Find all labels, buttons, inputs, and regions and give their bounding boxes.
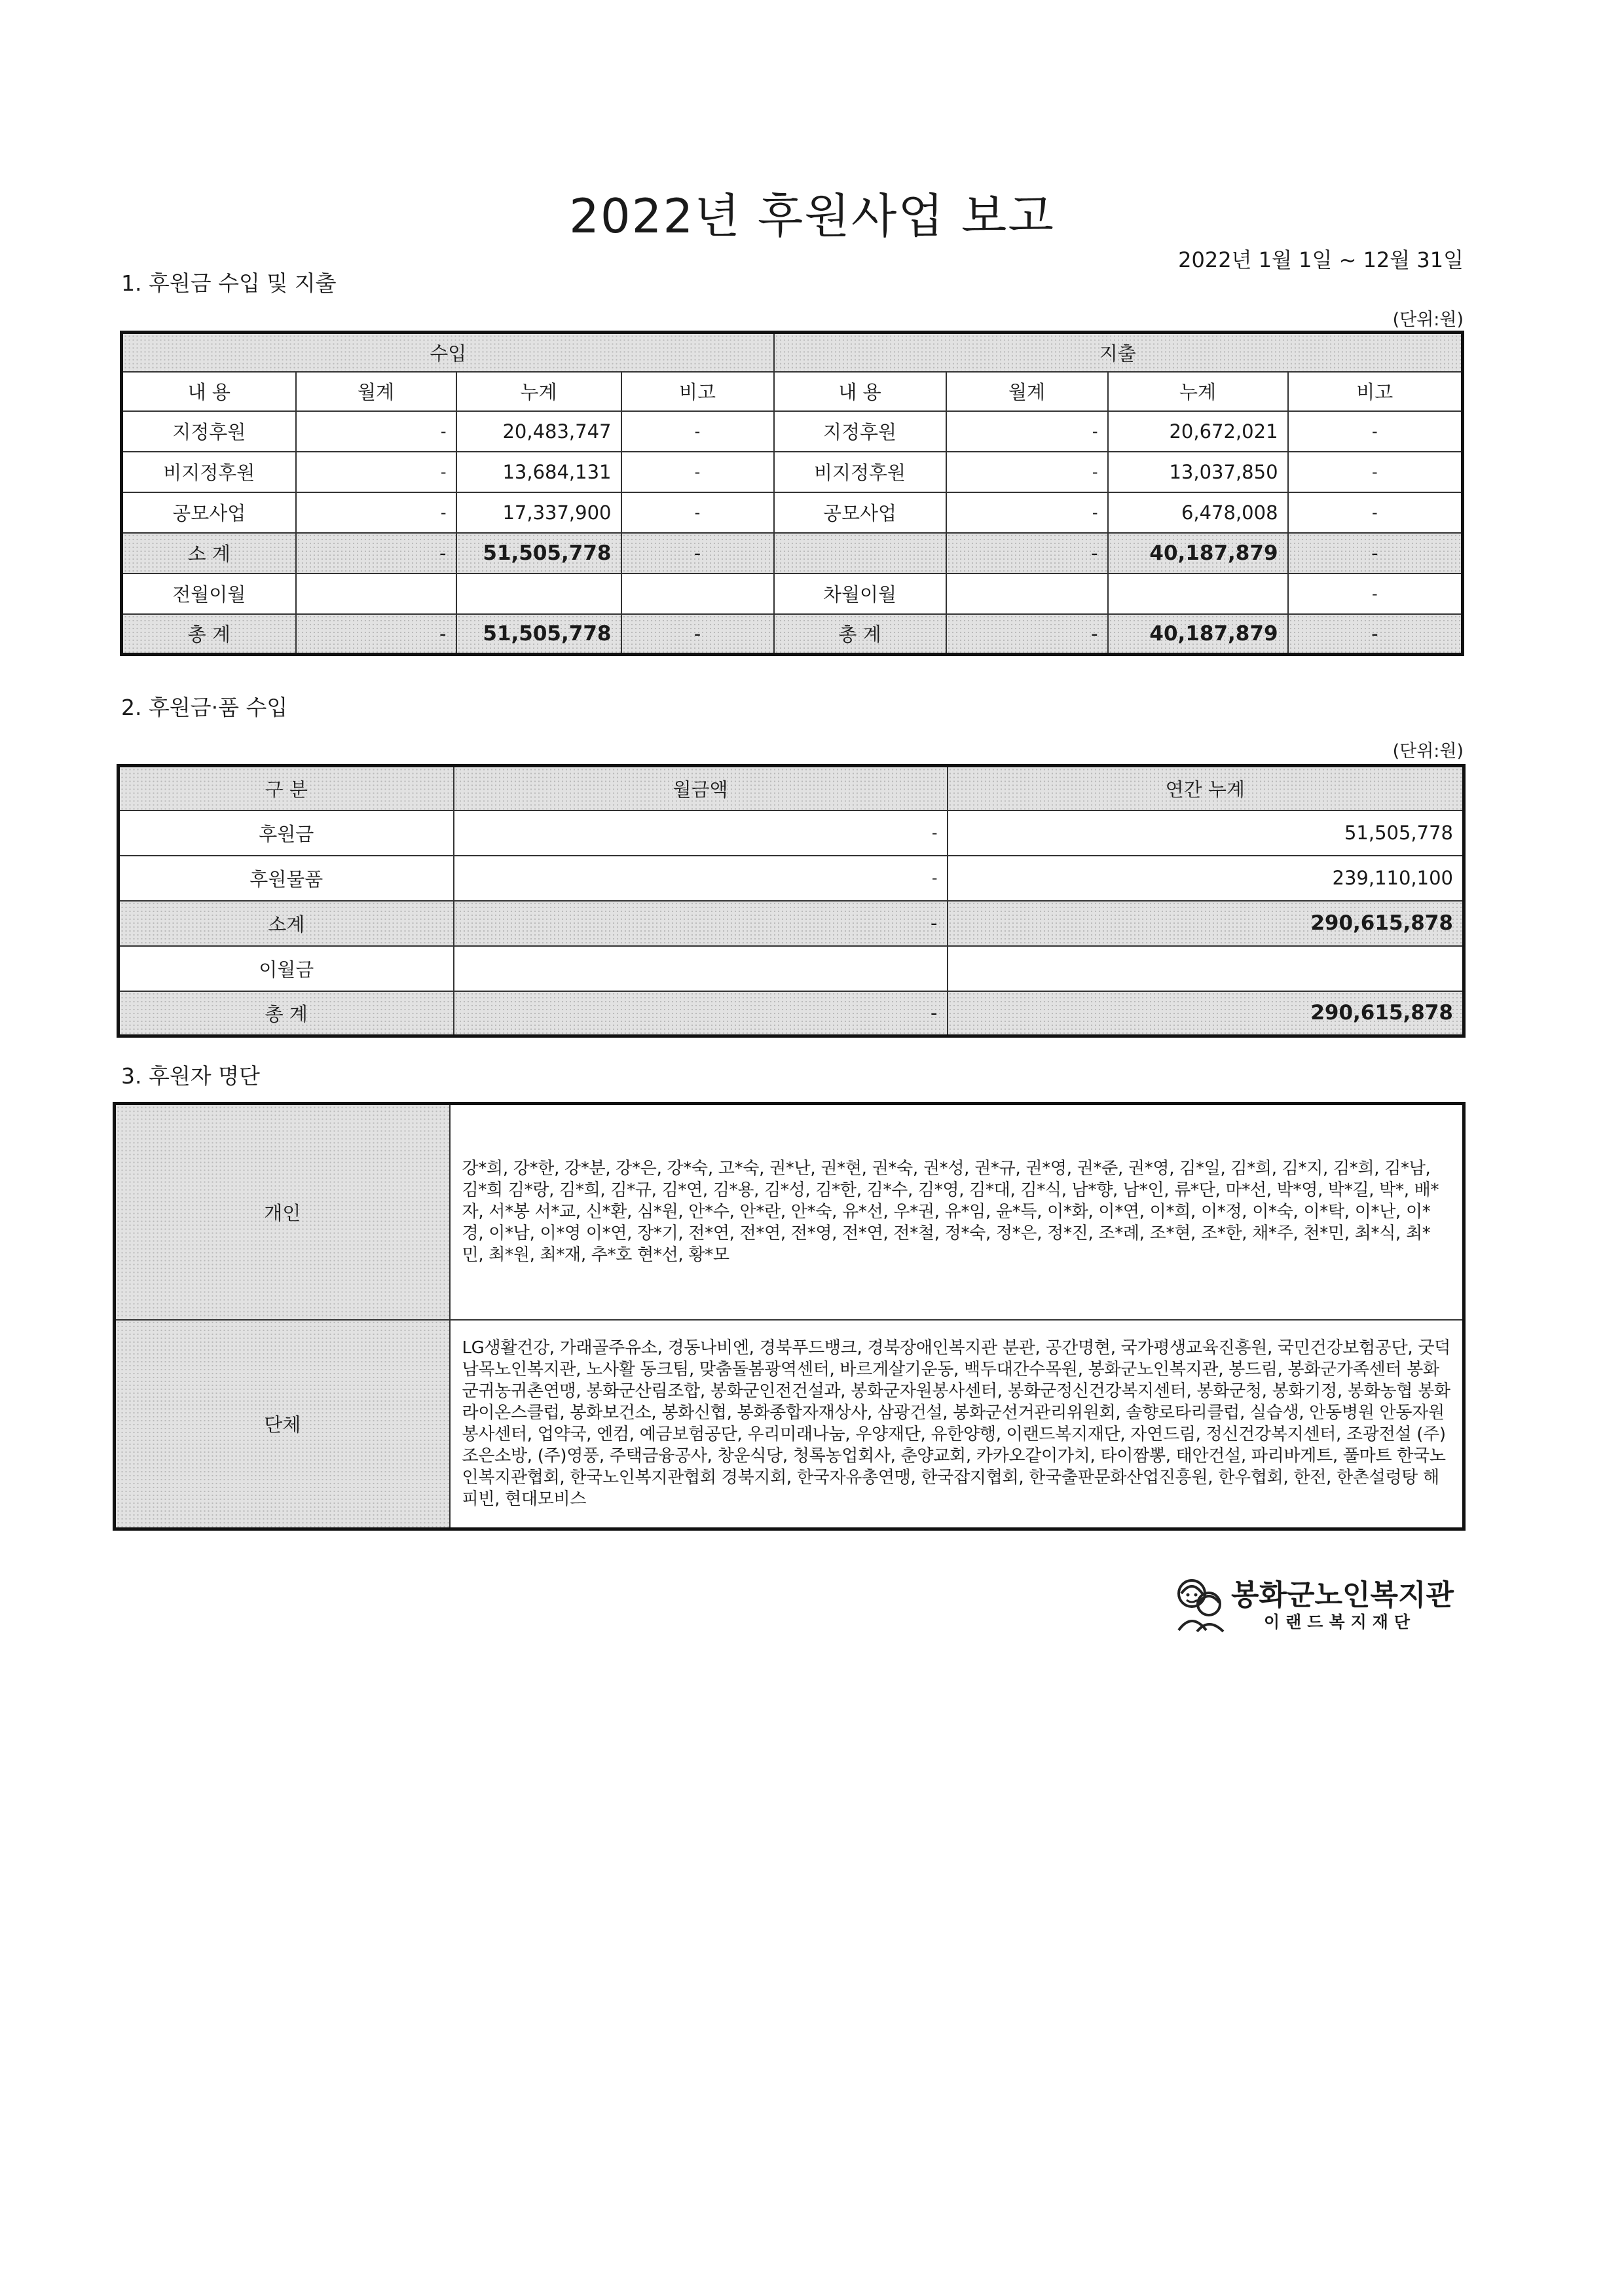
col-category: 구 분 — [119, 766, 454, 811]
note-value: - — [621, 492, 774, 533]
section1-unit: (단위:원) — [1392, 310, 1464, 330]
report-period: 2022년 1월 1일 ~ 12월 31일 — [1178, 247, 1464, 272]
carryover-row — [119, 946, 1464, 991]
row-label: 전월이월 — [122, 574, 296, 614]
individual-names: 강*희, 강*한, 강*분, 강*은, 강*숙, 고*숙, 권*난, 권*현, 권*숙, 권*성, 권*규, 권*영, 권*준, 권*영, 김*일, 김*희, 김*지, 김*희, 김*남, 김*희 김*랑, 김*희, 김*규, 김*연, 김*용, 김*성, 김*한, 김*수, 김*영, 김*대, 김*식, 남*향, 남*인, 류*단, 마*선, 박*영, 박*길, 박*, 배*자, 서*봉 서*교, 신*환, 심*원, 안*수, 안*란, 안*숙, 유*선, 우*권, 유*임, 윤*득, 이*화, 이*연, 이*희, 이*정, 이*숙, 이*탁, 이*난, 이*경, 이*남, 이*영 이*연, 장*기, 전*연, 전*연, 전*영, 전*연, 전*철, 정*숙, 정*은, 정*진, 조*례, 조*현, 조*한, 채*주, 천*민, 최*식, 최*민, 최*원, 최*재, 추*호 현*선, 황*모 — [450, 1104, 1464, 1320]
note-value: - — [621, 452, 774, 492]
note-value: - — [621, 614, 774, 655]
month-value: - — [296, 411, 456, 452]
annual-value: 290,615,878 — [948, 991, 1464, 1036]
col-content: 내 용 — [122, 372, 296, 411]
grand-total-row — [119, 991, 1464, 1036]
donor-list-table — [113, 1102, 1466, 1531]
total-value: 13,037,850 — [1108, 452, 1288, 492]
month-value: - — [946, 411, 1108, 452]
note-value: - — [1288, 614, 1463, 655]
header-row-group — [122, 333, 1463, 372]
month-value: - — [946, 492, 1108, 533]
header-row-columns — [122, 372, 1463, 411]
col-note: 비고 — [621, 372, 774, 411]
row-label — [774, 533, 946, 574]
month-value: - — [454, 811, 948, 856]
expense-header: 지출 — [774, 333, 1463, 372]
total-value — [456, 574, 621, 614]
col-annual-total: 연간 누계 — [948, 766, 1464, 811]
section2-heading: 2. 후원금·품 수입 — [121, 695, 288, 720]
subtotal-row — [122, 533, 1463, 574]
donation-income-table — [117, 764, 1466, 1038]
table-row — [122, 452, 1463, 492]
total-value: 40,187,879 — [1108, 533, 1288, 574]
total-value: 40,187,879 — [1108, 614, 1288, 655]
month-value: - — [454, 856, 948, 901]
month-value: - — [296, 452, 456, 492]
grand-total-row — [122, 614, 1463, 655]
month-value: - — [296, 614, 456, 655]
section3-heading: 3. 후원자 명단 — [121, 1063, 260, 1089]
row-label: 공모사업 — [774, 492, 946, 533]
row-label: 소계 — [119, 901, 454, 946]
group-donors-row — [115, 1320, 1464, 1529]
month-value: - — [946, 533, 1108, 574]
note-value: - — [1288, 452, 1463, 492]
month-value: - — [946, 452, 1108, 492]
note-value: - — [621, 411, 774, 452]
header-row — [119, 766, 1464, 811]
row-label: 지정후원 — [774, 411, 946, 452]
carryover-row — [122, 574, 1463, 614]
section2-unit: (단위:원) — [1392, 741, 1464, 761]
document-title: 2022년 후원사업 보고 — [569, 189, 1055, 244]
row-label: 차월이월 — [774, 574, 946, 614]
month-value — [946, 574, 1108, 614]
note-value: - — [1288, 492, 1463, 533]
row-label: 총 계 — [774, 614, 946, 655]
total-value: 13,684,131 — [456, 452, 621, 492]
elderly-couple-logo-icon — [1172, 1574, 1227, 1633]
income-header: 수입 — [122, 333, 774, 372]
table-row — [122, 492, 1463, 533]
total-value: 20,483,747 — [456, 411, 621, 452]
month-value: - — [454, 901, 948, 946]
row-label: 후원금 — [119, 811, 454, 856]
income-expense-table — [120, 331, 1464, 656]
organization-logo — [1172, 1571, 1454, 1637]
note-value — [621, 574, 774, 614]
month-value — [296, 574, 456, 614]
subtotal-row — [119, 901, 1464, 946]
row-label: 이월금 — [119, 946, 454, 991]
organization-name: 봉화군노인복지관 — [1231, 1578, 1454, 1612]
note-value: - — [1288, 411, 1463, 452]
total-value: 6,478,008 — [1108, 492, 1288, 533]
row-label: 비지정후원 — [122, 452, 296, 492]
note-value: - — [1288, 533, 1463, 574]
total-value: 51,505,778 — [456, 533, 621, 574]
total-value: 17,337,900 — [456, 492, 621, 533]
row-label: 후원물품 — [119, 856, 454, 901]
annual-value: 290,615,878 — [948, 901, 1464, 946]
individual-donors-row — [115, 1104, 1464, 1320]
month-value — [454, 946, 948, 991]
organization-subtitle: 이랜드복지재단 — [1264, 1613, 1416, 1631]
group-names: LG생활건강, 가래골주유소, 경동나비엔, 경북푸드뱅크, 경북장애인복지관 분관, 공간명현, 국가평생교육진흥원, 국민건강보험공단, 굿덕 남목노인복지관, 노사활 동크팀, 맞춤돌봄광역센터, 바르게살기운동, 백두대간수목원, 봉화군노인복지관, 봉드림, 봉화군가족센터 봉화군귀농귀촌연맹, 봉화군산림조합, 봉화군인전건설과, 봉화군자원봉사센터, 봉화군정신건강복지센터, 봉화군청, 봉화기정, 봉화농협 봉화라이온스클럽, 봉화보건소, 봉화신협, 봉화종합자재상사, 삼광건설, 봉화군선거관리위원회, 솔향로타리클럽, 실습생, 안동병원 안동자원봉사센터, 업약국, 엔컴, 예금보험공단, 우리미래나눔, 우양재단, 유한양행, 이랜드복지재단, 자연드림, 정신건강복지센터, 조광전설 (주)조은소방, (주)영풍, 주택금융공사, 창운식당, 청록농업회사, 춘양교회, 카카오같이가치, 타이짬뽕, 태안건설, 파리바게트, 풀마트 한국노인복지관협회, 한국노인복지관협회 경북지회, 한국자유총연맹, 한국잡지협회, 한국출판문화산업진흥원, 한우협회, 한전, 한촌설렁탕 해피빈, 현대모비스 — [450, 1320, 1464, 1529]
row-label: 총 계 — [119, 991, 454, 1036]
col-content: 내 용 — [774, 372, 946, 411]
table-row — [119, 856, 1464, 901]
col-month: 월계 — [296, 372, 456, 411]
annual-value — [948, 946, 1464, 991]
annual-value: 51,505,778 — [948, 811, 1464, 856]
note-value: - — [621, 533, 774, 574]
row-label: 소 계 — [122, 533, 296, 574]
total-value — [1108, 574, 1288, 614]
table-row — [122, 411, 1463, 452]
col-note: 비고 — [1288, 372, 1463, 411]
col-month: 월계 — [946, 372, 1108, 411]
individual-label: 개인 — [115, 1104, 450, 1320]
table-row — [119, 811, 1464, 856]
group-label: 단체 — [115, 1320, 450, 1529]
row-label: 총 계 — [122, 614, 296, 655]
annual-value: 239,110,100 — [948, 856, 1464, 901]
row-label: 공모사업 — [122, 492, 296, 533]
month-value: - — [454, 991, 948, 1036]
month-value: - — [296, 533, 456, 574]
row-label: 지정후원 — [122, 411, 296, 452]
total-value: 20,672,021 — [1108, 411, 1288, 452]
col-monthly-amount: 월금액 — [454, 766, 948, 811]
row-label: 비지정후원 — [774, 452, 946, 492]
col-total: 누계 — [1108, 372, 1288, 411]
month-value: - — [946, 614, 1108, 655]
section1-heading: 1. 후원금 수입 및 지출 — [121, 270, 337, 296]
col-total: 누계 — [456, 372, 621, 411]
total-value: 51,505,778 — [456, 614, 621, 655]
note-value: - — [1288, 574, 1463, 614]
month-value: - — [296, 492, 456, 533]
